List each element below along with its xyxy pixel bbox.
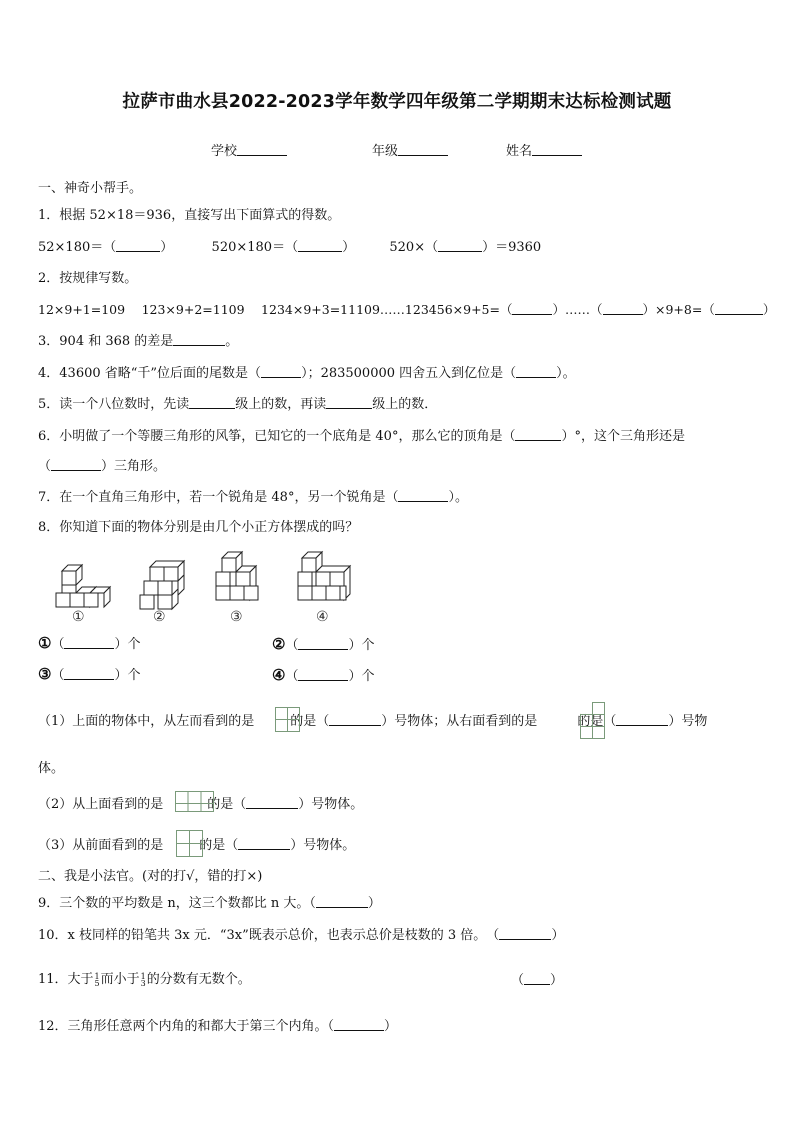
name-label: 姓名 — [506, 144, 533, 159]
question-8-sub-1: （1）上面的物体中，从左而看到的是 的是（ ）号物体；从右面看到的是 的是（ ）号物 — [38, 714, 708, 729]
view-grid-2x2-front — [176, 830, 206, 858]
cube-figure-1 — [52, 555, 112, 611]
question-8-sub-2: （2）从上面看到的是 的是（ ）号物体。 — [38, 797, 364, 812]
answer-blank[interactable] — [616, 712, 668, 726]
answer-blank[interactable] — [116, 238, 160, 252]
figure-label-1: ① — [72, 609, 85, 625]
question-6-line-1: 6．小明做了一个等腰三角形的风筝，已知它的一个底角是 40°，那么它的顶角是（ ）°，这个三角形还是 — [38, 429, 685, 444]
grade-label: 年级 — [372, 144, 399, 159]
answer-blank[interactable] — [715, 301, 763, 315]
answer-blank[interactable] — [298, 636, 348, 650]
grade-field — [372, 140, 448, 159]
question-8-answer-1: ①（ ）个 — [38, 634, 141, 652]
section-1-heading: 一、神奇小帮手。 — [38, 181, 143, 196]
question-6-line-2: （ ）三角形。 — [38, 459, 167, 474]
answer-blank[interactable] — [316, 894, 368, 908]
answer-blank[interactable] — [524, 971, 550, 985]
question-8-answer-2: ②（ ）个 — [272, 635, 375, 653]
figure-label-3: ③ — [230, 609, 243, 625]
question-11-answer: （ ） — [511, 973, 564, 988]
answer-blank[interactable] — [298, 238, 342, 252]
view-grid-2x2 — [275, 707, 301, 733]
figure-label-2: ② — [153, 609, 166, 625]
grade-blank[interactable] — [398, 142, 448, 156]
answer-blank[interactable] — [398, 488, 448, 502]
question-8-answer-4: ④（ ）个 — [272, 666, 375, 684]
section-2-heading: 二、我是小法官。(对的打√，错的打×) — [38, 869, 263, 884]
answer-blank[interactable] — [238, 836, 290, 850]
question-12: 12．三角形任意两个内角的和都大于第三个内角。（ ） — [38, 1019, 398, 1034]
page-title: 拉萨市曲水县2022-2023学年数学四年级第二学期期末达标检测试题 — [122, 92, 672, 112]
cube-figure-4 — [294, 550, 358, 610]
answer-blank[interactable] — [298, 667, 348, 681]
school-blank[interactable] — [237, 142, 287, 156]
figure-label-4: ④ — [316, 609, 329, 625]
answer-blank[interactable] — [334, 1017, 384, 1031]
fraction-one-fifth: 1 5 — [94, 972, 100, 988]
question-8-answer-3: ③（ ）个 — [38, 665, 141, 683]
question-8-text: 8．你知道下面的物体分别是由几个小正方体摆成的吗？ — [38, 520, 359, 535]
question-9: 9．三个数的平均数是 n，这三个数都比 n 大。（ ） — [38, 896, 381, 911]
answer-blank[interactable] — [515, 427, 561, 441]
question-4: 4．43600 省略“千”位后面的尾数是（ ）；283500000 四舍五入到亿位是（ ）。 — [38, 366, 576, 381]
question-7: 7．在一个直角三角形中，若一个锐角是 48°，另一个锐角是（ ）。 — [38, 490, 468, 505]
cube-figure-2 — [136, 555, 196, 611]
name-blank[interactable] — [532, 142, 582, 156]
question-8-sub-1-line-2: 体。 — [38, 761, 65, 776]
view-grid-l-shape — [580, 702, 606, 740]
answer-blank[interactable] — [512, 301, 552, 315]
question-8-sub-3: （3）从前面看到的是 的是（ ）号物体。 — [38, 838, 356, 853]
answer-blank[interactable] — [189, 395, 235, 409]
school-field — [211, 140, 287, 159]
name-field — [506, 140, 582, 159]
answer-blank[interactable] — [261, 364, 301, 378]
answer-blank[interactable] — [51, 457, 101, 471]
answer-blank[interactable] — [499, 926, 551, 940]
answer-blank[interactable] — [516, 364, 556, 378]
question-11: 11．大于1 5而小于1 3的分数有无数个。 — [38, 972, 251, 988]
question-3: 3．904 和 368 的差是 。 — [38, 334, 239, 349]
answer-blank[interactable] — [326, 395, 372, 409]
answer-blank[interactable] — [246, 795, 298, 809]
answer-blank[interactable] — [64, 666, 114, 680]
answer-blank[interactable] — [64, 635, 114, 649]
school-label: 学校 — [211, 144, 238, 159]
fraction-one-third: 1 3 — [140, 972, 146, 988]
answer-blank[interactable] — [329, 712, 381, 726]
answer-blank[interactable] — [173, 332, 225, 346]
answer-blank[interactable] — [438, 238, 482, 252]
cube-figure-3 — [210, 550, 270, 610]
question-2-text: 2．按规律写数。 — [38, 271, 138, 286]
question-1-answers: 52×180＝（ ） 520×180＝（ ） 520×（ ）＝9360 — [38, 240, 542, 255]
answer-blank[interactable] — [603, 301, 643, 315]
question-1-text: 1．根据 52×18＝936，直接写出下面算式的得数。 — [38, 208, 341, 223]
question-10: 10．x 枝同样的铅笔共 3x 元．“3x”既表示总价，也表示总价是枝数的 3 倍。 （ ） — [38, 928, 565, 943]
question-2-sequence: 12×9+1=109 123×9+2=1109 1234×9+3=11109……123456×9+5=（ ）……（ ）×9+8=（ ） — [38, 302, 776, 317]
view-grid-1x3 — [175, 791, 215, 815]
question-5: 5．读一个八位数时，先读 级上的数，再读 级上的数． — [38, 397, 438, 412]
